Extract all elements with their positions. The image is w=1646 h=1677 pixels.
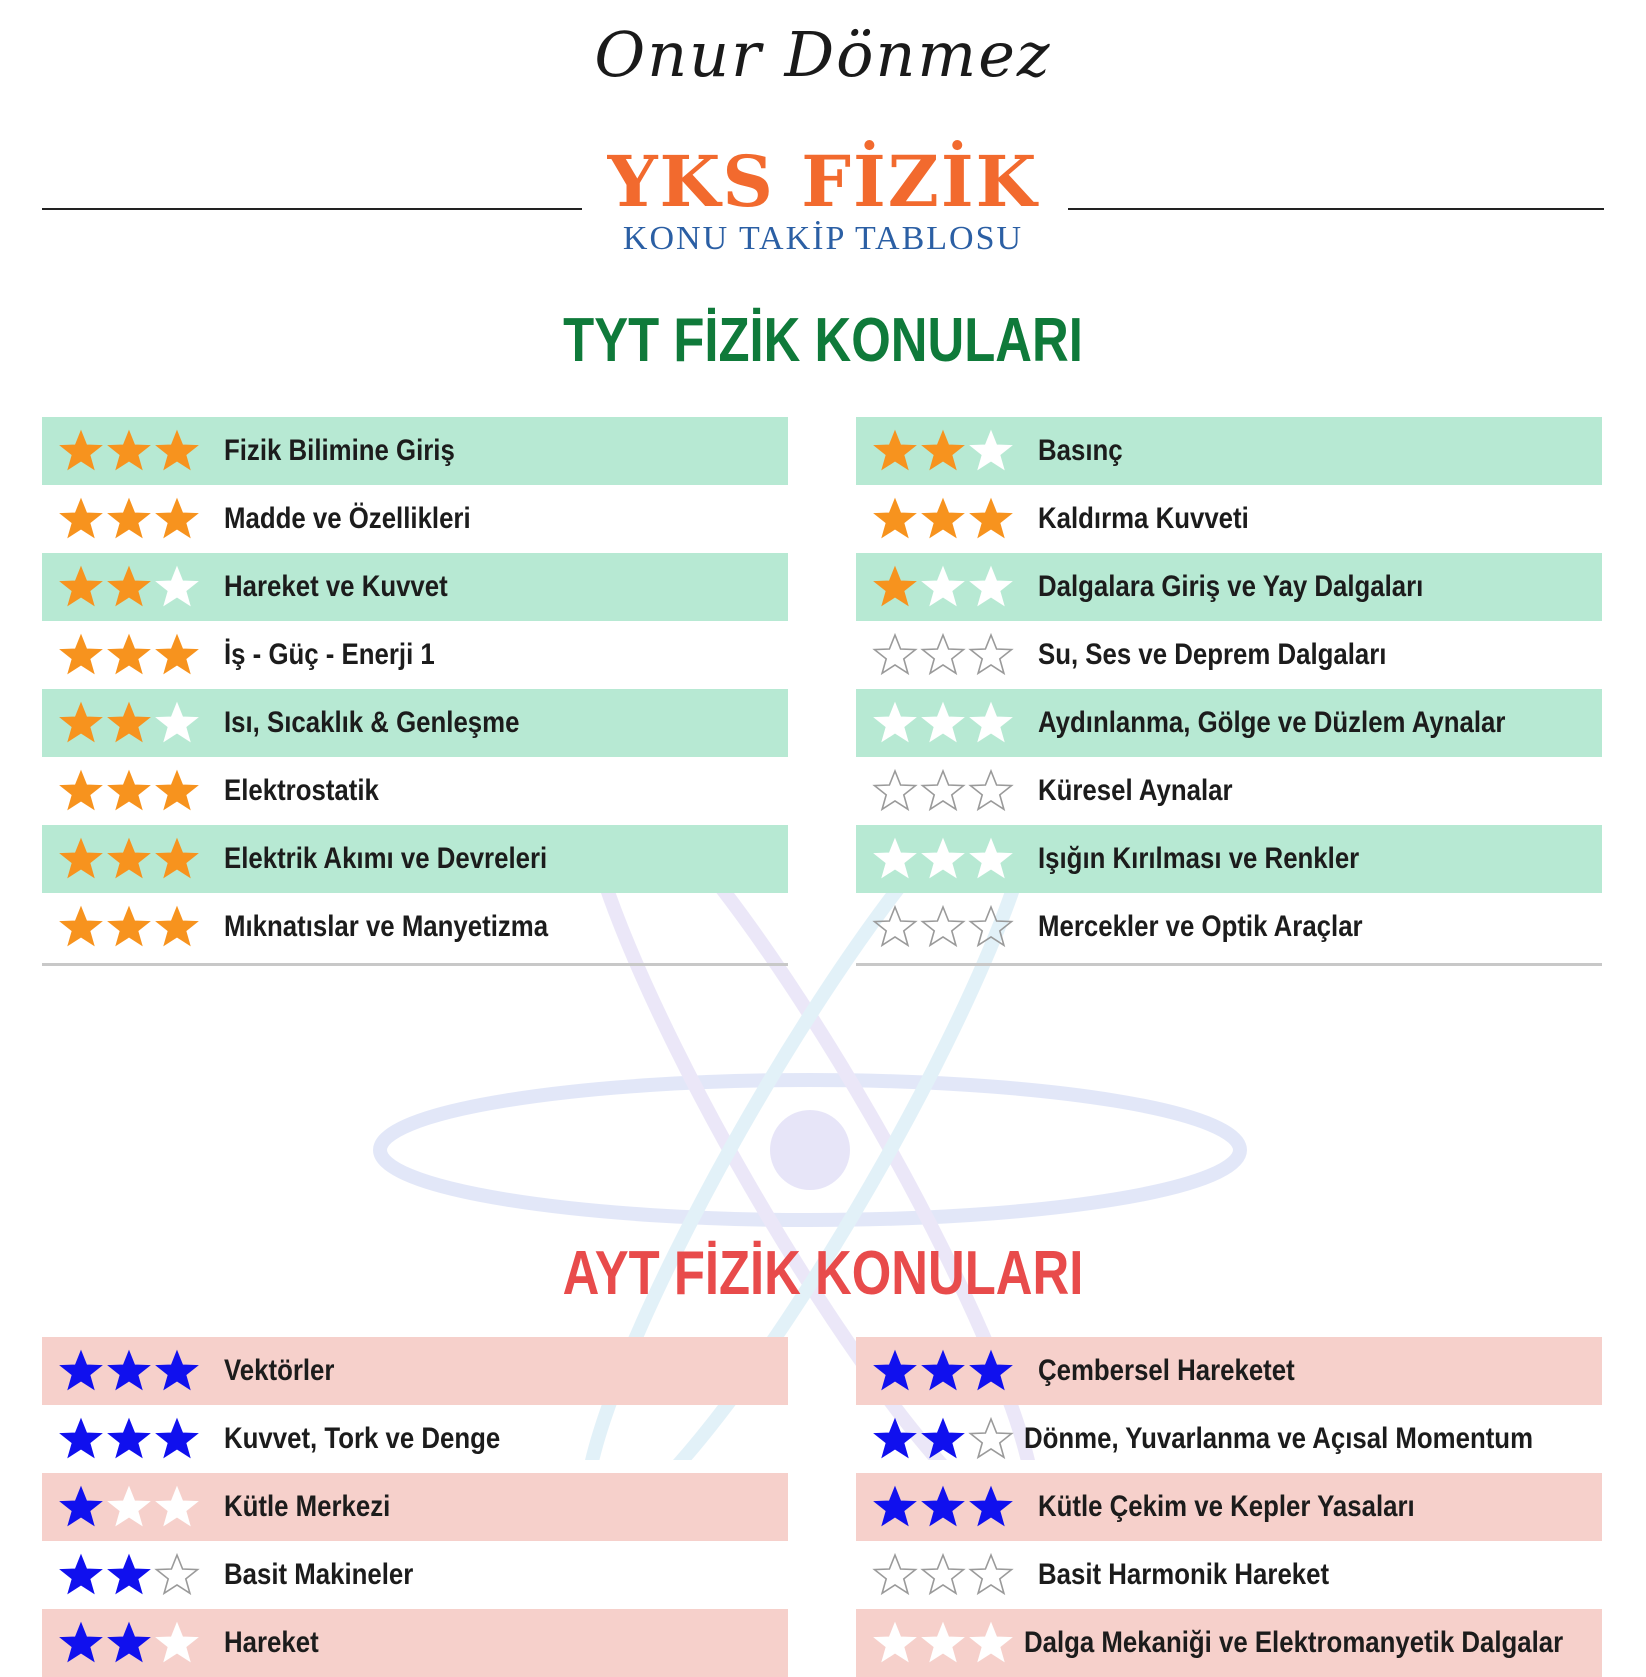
star-rating[interactable]	[42, 428, 214, 474]
star-rating[interactable]	[42, 1620, 214, 1666]
star-filled-icon[interactable]	[106, 1416, 152, 1462]
ayt-section-title: AYT FİZİK KONULARI	[562, 1239, 1084, 1308]
star-filled-icon[interactable]	[920, 1348, 966, 1394]
star-filled-icon[interactable]	[106, 768, 152, 814]
topic-row[interactable]	[42, 621, 788, 689]
star-filled-icon[interactable]	[872, 1416, 918, 1462]
star-outline-icon[interactable]	[920, 1552, 966, 1598]
topic-row[interactable]	[42, 1541, 788, 1609]
star-empty-icon[interactable]	[968, 564, 1014, 610]
star-filled-icon[interactable]	[872, 428, 918, 474]
topic-row[interactable]	[856, 417, 1602, 485]
page-title: YKS FİZİK	[607, 140, 1039, 223]
topic-row[interactable]	[856, 1609, 1602, 1677]
topic-row[interactable]	[42, 553, 788, 621]
star-rating[interactable]	[42, 1484, 214, 1530]
star-outline-icon[interactable]	[872, 904, 918, 950]
star-filled-icon[interactable]	[968, 1484, 1014, 1530]
star-outline-icon[interactable]	[154, 1552, 200, 1598]
star-filled-icon[interactable]	[58, 428, 104, 474]
star-outline-icon[interactable]	[872, 1552, 918, 1598]
star-filled-icon[interactable]	[154, 632, 200, 678]
topic-label: Su, Ses ve Deprem Dalgaları	[1038, 638, 1387, 671]
star-empty-icon[interactable]	[106, 1484, 152, 1530]
topic-label: Fizik Bilimine Giriş	[224, 434, 455, 467]
star-empty-icon[interactable]	[968, 836, 1014, 882]
star-rating[interactable]	[42, 496, 214, 542]
star-rating[interactable]	[42, 632, 214, 678]
topic-label: Dalgalara Giriş ve Yay Dalgaları	[1038, 570, 1424, 603]
star-filled-icon[interactable]	[154, 836, 200, 882]
tyt-section-title: TYT FİZİK KONULARI	[563, 306, 1083, 375]
star-empty-icon[interactable]	[920, 836, 966, 882]
topic-row[interactable]	[856, 553, 1602, 621]
star-filled-icon[interactable]	[106, 700, 152, 746]
topic-row[interactable]	[856, 1541, 1602, 1609]
topic-label: Elektrik Akımı ve Devreleri	[224, 842, 548, 875]
star-filled-icon[interactable]	[872, 1348, 918, 1394]
star-filled-icon[interactable]	[58, 700, 104, 746]
star-filled-icon[interactable]	[154, 768, 200, 814]
star-empty-icon[interactable]	[872, 1620, 918, 1666]
star-rating[interactable]	[42, 836, 214, 882]
topic-label: Hareket ve Kuvvet	[224, 570, 448, 603]
topic-row[interactable]	[856, 689, 1602, 757]
star-empty-icon[interactable]	[154, 564, 200, 610]
star-empty-icon[interactable]	[154, 700, 200, 746]
star-filled-icon[interactable]	[154, 496, 200, 542]
star-filled-icon[interactable]	[58, 564, 104, 610]
topic-label: Hareket	[224, 1626, 319, 1659]
topic-row[interactable]	[42, 417, 788, 485]
star-filled-icon[interactable]	[968, 1348, 1014, 1394]
topic-label: Elektrostatik	[224, 774, 379, 807]
star-rating[interactable]	[42, 768, 214, 814]
star-filled-icon[interactable]	[58, 496, 104, 542]
topic-label: Işığın Kırılması ve Renkler	[1038, 842, 1360, 875]
topic-row[interactable]	[856, 621, 1602, 689]
topic-row[interactable]	[856, 757, 1602, 825]
star-rating[interactable]	[856, 496, 1028, 542]
author-signature: Onur Dönmez	[594, 18, 1052, 91]
star-filled-icon[interactable]	[872, 496, 918, 542]
star-filled-icon[interactable]	[106, 1348, 152, 1394]
topic-label: Basit Harmonik Hareket	[1038, 1558, 1330, 1591]
page-subtitle: KONU TAKİP TABLOSU	[622, 220, 1024, 257]
topic-label: Kuvvet, Tork ve Denge	[224, 1422, 501, 1455]
star-rating[interactable]	[856, 904, 1028, 950]
star-filled-icon[interactable]	[58, 768, 104, 814]
star-filled-icon[interactable]	[58, 1620, 104, 1666]
topic-label: Aydınlanma, Gölge ve Düzlem Aynalar	[1038, 706, 1506, 739]
topic-row[interactable]	[42, 485, 788, 553]
star-rating[interactable]	[856, 1348, 1028, 1394]
star-filled-icon[interactable]	[154, 428, 200, 474]
star-filled-icon[interactable]	[106, 836, 152, 882]
star-filled-icon[interactable]	[106, 632, 152, 678]
star-filled-icon[interactable]	[154, 1416, 200, 1462]
topic-label: Basit Makineler	[224, 1558, 414, 1591]
topic-row[interactable]	[42, 1337, 788, 1405]
topic-label: Isı, Sıcaklık & Genleşme	[224, 706, 520, 739]
star-rating[interactable]	[856, 836, 1028, 882]
topic-label: Çembersel Hareketet	[1038, 1354, 1295, 1387]
ayt-right-list	[856, 1337, 1602, 1677]
star-empty-icon[interactable]	[968, 700, 1014, 746]
star-filled-icon[interactable]	[58, 1484, 104, 1530]
topic-row[interactable]	[856, 825, 1602, 893]
star-rating[interactable]	[856, 1620, 1014, 1666]
star-rating[interactable]	[42, 1348, 214, 1394]
star-rating[interactable]	[856, 632, 1028, 678]
star-empty-icon[interactable]	[920, 700, 966, 746]
star-filled-icon[interactable]	[872, 1484, 918, 1530]
topic-label: Dalga Mekaniği ve Elektromanyetik Dalgalar	[1024, 1626, 1564, 1659]
star-outline-icon[interactable]	[968, 904, 1014, 950]
star-empty-icon[interactable]	[154, 1620, 200, 1666]
star-filled-icon[interactable]	[968, 496, 1014, 542]
topic-row[interactable]	[856, 893, 1602, 961]
topic-row[interactable]	[42, 689, 788, 757]
star-filled-icon[interactable]	[872, 564, 918, 610]
star-outline-icon[interactable]	[968, 1416, 1014, 1462]
star-filled-icon[interactable]	[106, 1552, 152, 1598]
topic-row[interactable]	[42, 893, 788, 961]
star-filled-icon[interactable]	[154, 1348, 200, 1394]
topic-row[interactable]	[856, 1405, 1602, 1473]
star-filled-icon[interactable]	[58, 836, 104, 882]
topic-label: Basınç	[1038, 434, 1123, 467]
star-outline-icon[interactable]	[872, 768, 918, 814]
star-empty-icon[interactable]	[872, 836, 918, 882]
star-filled-icon[interactable]	[58, 1416, 104, 1462]
topic-row[interactable]	[42, 1473, 788, 1541]
star-rating[interactable]	[42, 700, 214, 746]
tyt-right-list	[856, 417, 1602, 966]
topic-row[interactable]	[856, 1473, 1602, 1541]
topic-label: Kütle Merkezi	[224, 1490, 391, 1523]
star-outline-icon[interactable]	[968, 632, 1014, 678]
star-filled-icon[interactable]	[106, 496, 152, 542]
star-rating[interactable]	[856, 1484, 1028, 1530]
star-rating[interactable]	[856, 700, 1028, 746]
star-rating[interactable]	[42, 1416, 214, 1462]
topic-label: Mıknatıslar ve Manyetizma	[224, 910, 549, 943]
star-outline-icon[interactable]	[968, 1552, 1014, 1598]
star-rating[interactable]	[856, 564, 1028, 610]
star-rating[interactable]	[42, 904, 214, 950]
topic-row[interactable]	[856, 1337, 1602, 1405]
star-outline-icon[interactable]	[872, 632, 918, 678]
star-empty-icon[interactable]	[920, 1620, 966, 1666]
star-empty-icon[interactable]	[154, 1484, 200, 1530]
star-filled-icon[interactable]	[58, 632, 104, 678]
star-empty-icon[interactable]	[968, 1620, 1014, 1666]
page-header	[0, 0, 1646, 270]
star-filled-icon[interactable]	[920, 428, 966, 474]
star-filled-icon[interactable]	[920, 1484, 966, 1530]
star-outline-icon[interactable]	[920, 632, 966, 678]
star-rating[interactable]	[856, 768, 1028, 814]
topic-label: Kütle Çekim ve Kepler Yasaları	[1038, 1490, 1415, 1523]
star-rating[interactable]	[856, 1416, 1014, 1462]
star-rating[interactable]	[42, 564, 214, 610]
topic-row[interactable]	[42, 757, 788, 825]
list-end-divider	[856, 963, 1602, 966]
star-outline-icon[interactable]	[920, 768, 966, 814]
star-rating[interactable]	[856, 1552, 1028, 1598]
star-rating[interactable]	[42, 1552, 214, 1598]
star-filled-icon[interactable]	[920, 1416, 966, 1462]
star-empty-icon[interactable]	[920, 564, 966, 610]
star-filled-icon[interactable]	[106, 428, 152, 474]
star-empty-icon[interactable]	[872, 700, 918, 746]
tyt-left-list	[42, 417, 788, 966]
star-filled-icon[interactable]	[58, 1348, 104, 1394]
star-filled-icon[interactable]	[58, 1552, 104, 1598]
list-end-divider	[42, 963, 788, 966]
topic-row[interactable]	[42, 1609, 788, 1677]
topic-label: Kaldırma Kuvveti	[1038, 502, 1249, 535]
star-outline-icon[interactable]	[920, 904, 966, 950]
topic-label: Mercekler ve Optik Araçlar	[1038, 910, 1363, 943]
topic-label: Madde ve Özellikleri	[224, 502, 471, 535]
star-rating[interactable]	[856, 428, 1028, 474]
star-filled-icon[interactable]	[58, 904, 104, 950]
topic-label: Dönme, Yuvarlanma ve Açısal Momentum	[1024, 1422, 1534, 1455]
star-empty-icon[interactable]	[968, 428, 1014, 474]
star-filled-icon[interactable]	[154, 904, 200, 950]
ayt-left-list	[42, 1337, 788, 1677]
star-filled-icon[interactable]	[106, 1620, 152, 1666]
topic-row[interactable]	[856, 485, 1602, 553]
star-outline-icon[interactable]	[968, 768, 1014, 814]
star-filled-icon[interactable]	[920, 496, 966, 542]
star-filled-icon[interactable]	[106, 904, 152, 950]
topic-label: İş - Güç - Enerji 1	[224, 638, 435, 671]
topic-row[interactable]	[42, 1405, 788, 1473]
topic-row[interactable]	[42, 825, 788, 893]
topic-label: Küresel Aynalar	[1038, 774, 1233, 807]
star-filled-icon[interactable]	[106, 564, 152, 610]
topic-label: Vektörler	[224, 1354, 335, 1387]
